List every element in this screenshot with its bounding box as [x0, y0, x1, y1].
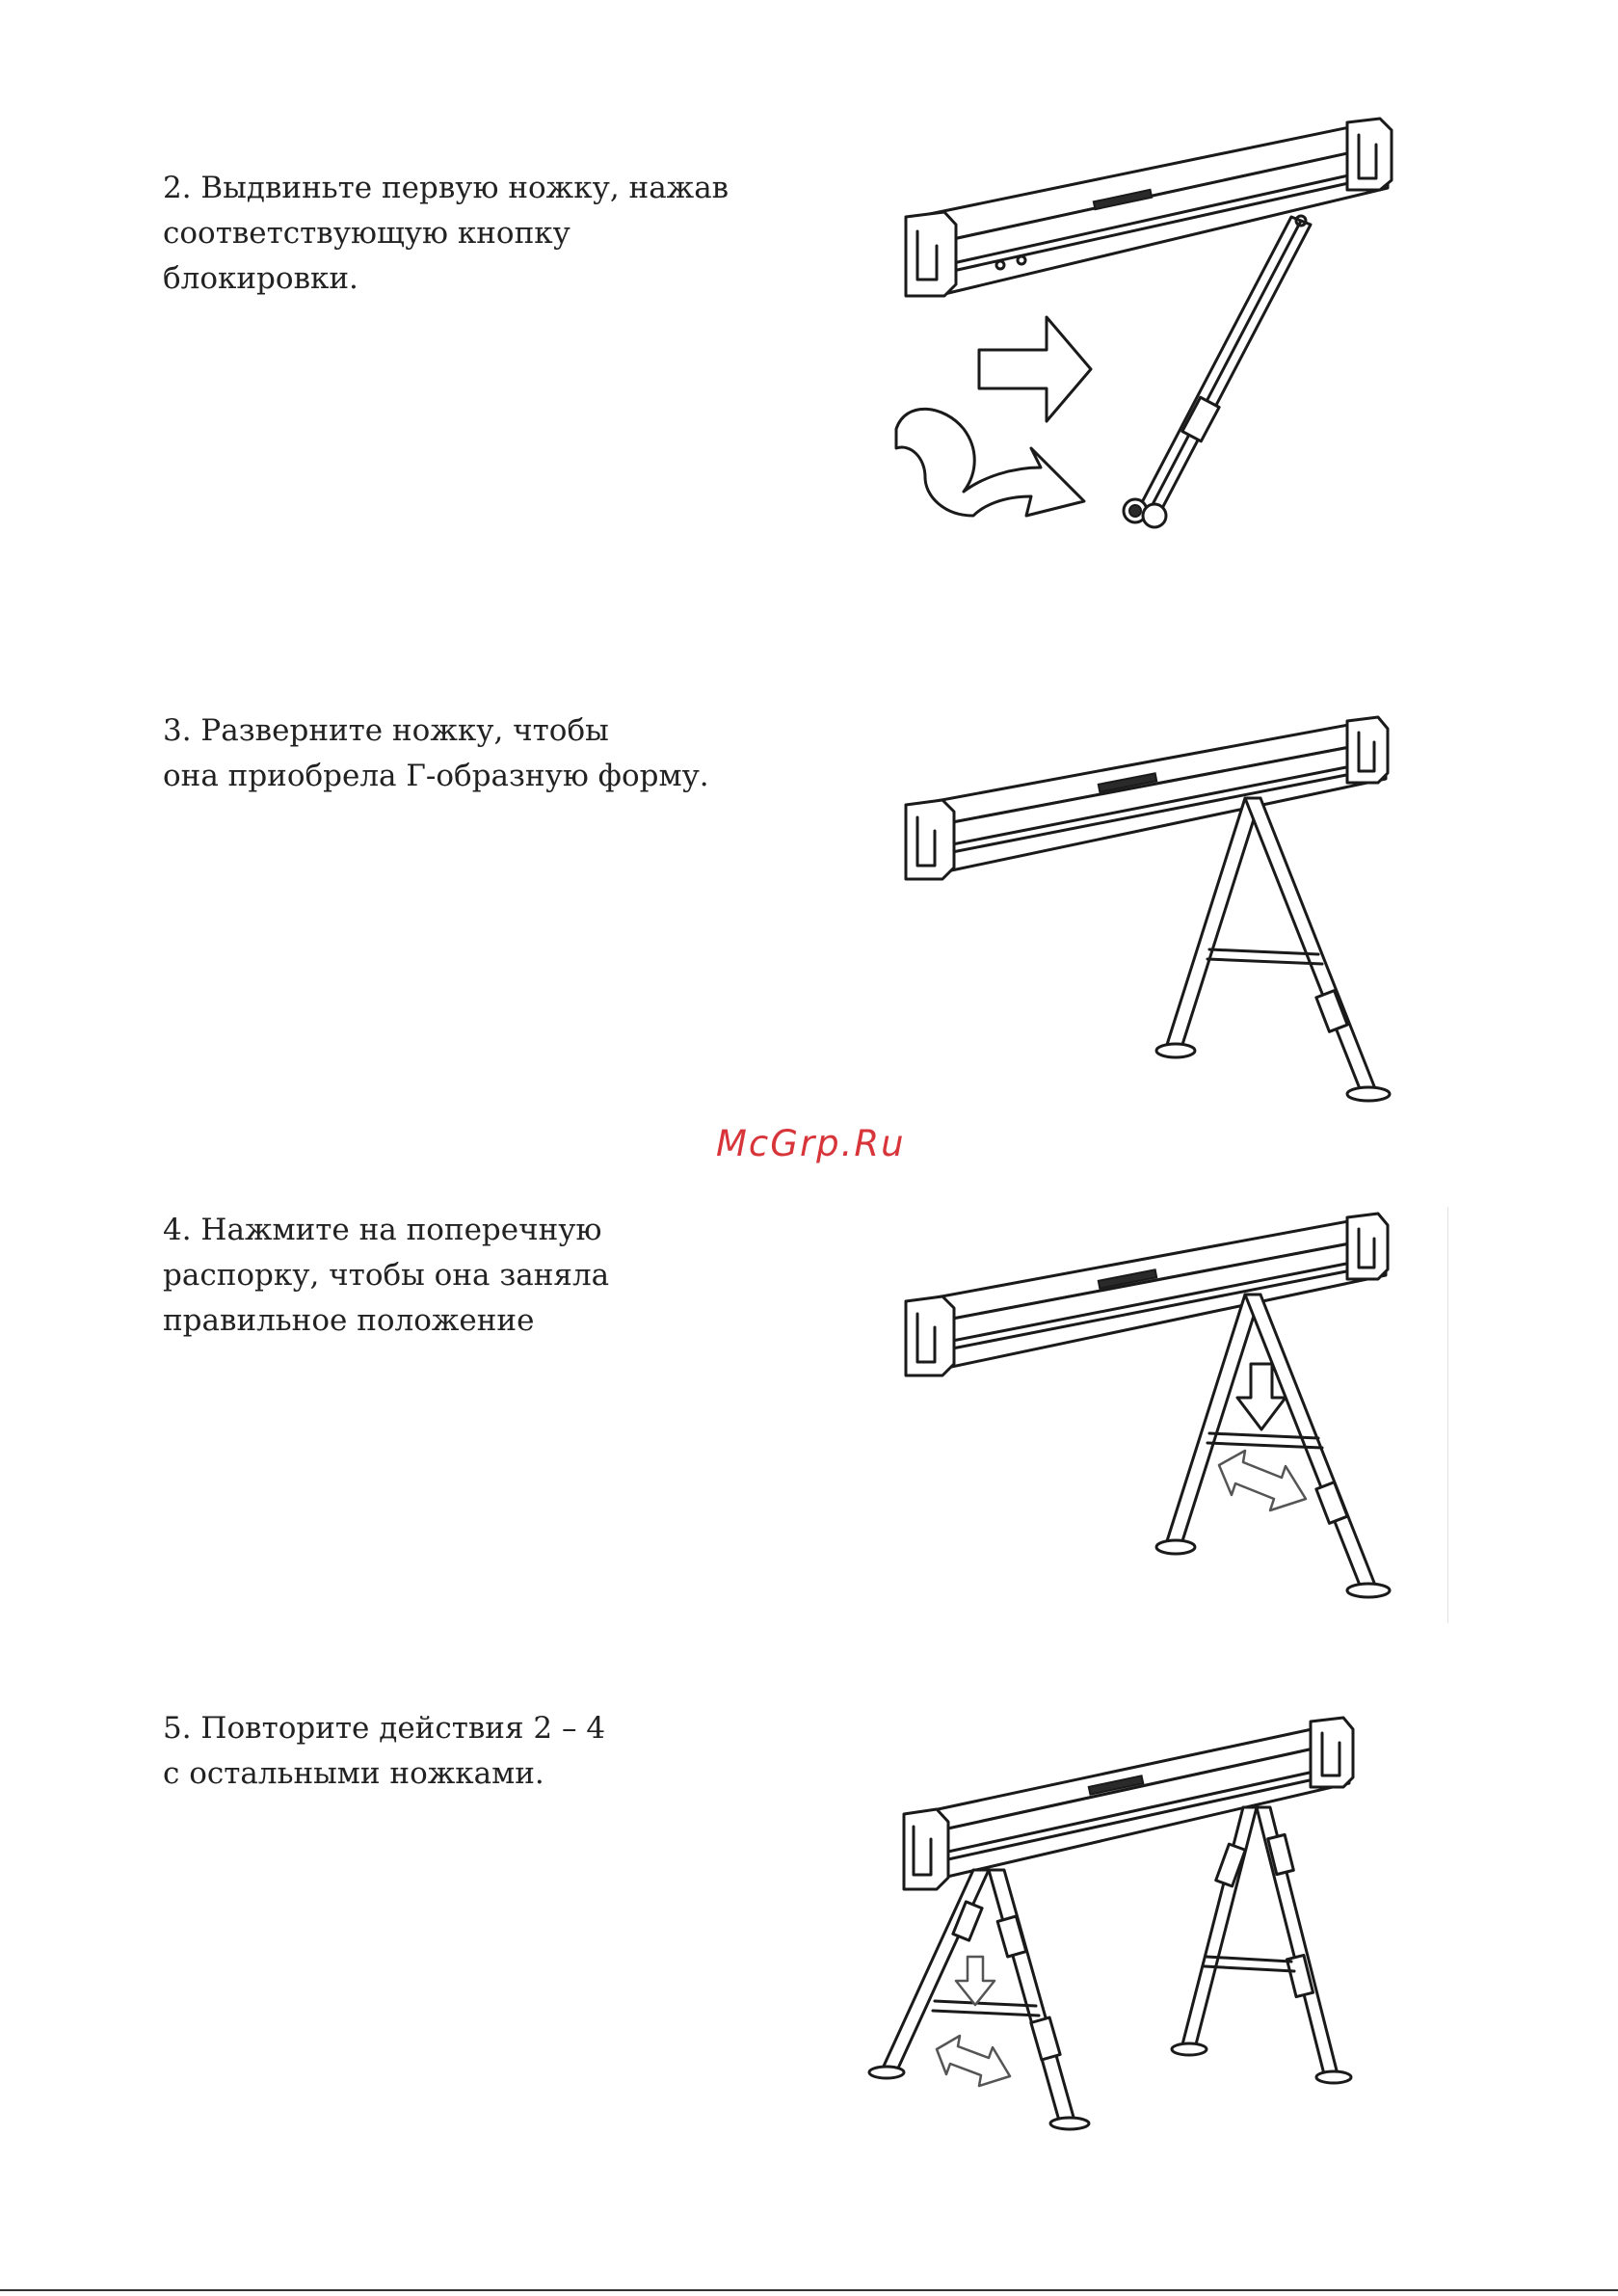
push-arrow-icon	[979, 317, 1091, 421]
page-divider-line	[1447, 1207, 1448, 1623]
extended-leg	[1124, 216, 1311, 527]
step-2-illustration	[887, 111, 1407, 545]
step-5-instruction	[163, 1706, 605, 1797]
rotate-arrow-icon	[896, 409, 1084, 516]
step-4-illustration	[887, 1210, 1407, 1615]
page-bottom-rule	[0, 2289, 1618, 2291]
step-5-line-2: с остальными ножками.	[163, 1756, 544, 1791]
step-3-line-1: 3. Разверните ножку, чтобы	[163, 713, 609, 748]
sawhorse-beam	[906, 119, 1392, 296]
a-frame-legs	[1156, 798, 1390, 1101]
step-2-instruction	[163, 166, 729, 302]
sawhorse-beam	[906, 717, 1388, 879]
step-5-illustration	[867, 1716, 1388, 2140]
step-3-illustration	[887, 713, 1407, 1118]
step-5-line-1: 5. Повторите действия 2 – 4	[163, 1711, 606, 1746]
down-arrow-icon	[956, 1957, 995, 2005]
double-arrow-icon	[937, 2036, 1010, 2086]
step-4-instruction	[163, 1208, 609, 1344]
sawhorse-beam	[906, 1214, 1388, 1375]
step-2-line-2: соответствующую кнопку	[163, 216, 570, 251]
step-3-line-2: она приобрела Г-образную форму.	[163, 759, 709, 793]
double-arrow-icon	[1219, 1451, 1306, 1510]
step-4-line-3: правильное положение	[163, 1303, 535, 1338]
a-frame-legs	[1156, 1295, 1390, 1597]
step-4-line-1: 4. Нажмите на поперечную	[163, 1213, 602, 1247]
step-2-line-1: 2. Выдвиньте первую ножку, нажав	[163, 171, 729, 205]
watermark-text: McGrp.Ru	[716, 1123, 906, 1164]
step-2-line-3: блокировки.	[163, 261, 358, 296]
step-3-instruction	[163, 708, 709, 799]
rear-a-frame-legs	[1172, 1807, 1351, 2083]
step-4-line-2: распорку, чтобы она заняла	[163, 1258, 610, 1293]
